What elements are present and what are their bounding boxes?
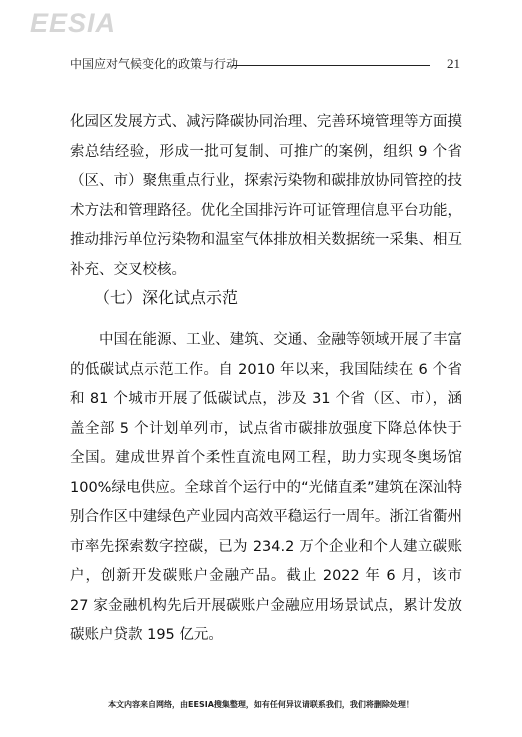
page-number: 21 [447, 56, 460, 71]
header-rule [232, 65, 430, 66]
section-heading: （七）深化试点示范 [94, 288, 239, 307]
running-header-title: 中国应对气候变化的政策与行动 [70, 57, 239, 71]
paragraph-continued: 化园区发展方式、减污降碳协同治理、完善环境管理等方面摸索总结经验，形成一批可复制、可推广的案例，组织 9 个省（区、市）聚焦重点行业，探索污染物和碳排放协同管控的技术方法和管理路径。优化全国排污许可证管理信息平台功能，推动排污单位污染物和温室气体排放相关数据统一采集、相互补充、交叉校核。 [70, 114, 462, 278]
paragraph-pilot-demonstration: 中国在能源、工业、建筑、交通、金融等领域开展了丰富的低碳试点示范工作。自 2010 年以来，我国陆续在 6 个省和 81 个城市开展了低碳试点，涉及 31 个省（区、市），涵盖全部 5 个计划单列市，试点省市碳排放强度下降总体快于全国。建成世界首个柔性直流电网工程，助力实现冬奥场馆 100%绿电供应。全球首个运行中的“光储直柔”建筑在深汕特别合作区中建绿色产业园内高效平稳运行一周年。浙江省衢州市率先探索数字控碳，已为 234.2 万个企业和个人建立碳账户，创新开发碳账户金融产品。截止 2022 年 6 月，该市 27 家金融机构先后开展碳账户金融应用场景试点，累计发放碳账户贷款 195 亿元。 [70, 332, 462, 643]
footer-disclaimer: 本文内容来自网络，由EESIA搜集整理，如有任何异议请联系我们，我们将删除处理！ [108, 700, 414, 709]
running-header [70, 54, 460, 74]
eesia-logo: EESIA [30, 8, 117, 38]
